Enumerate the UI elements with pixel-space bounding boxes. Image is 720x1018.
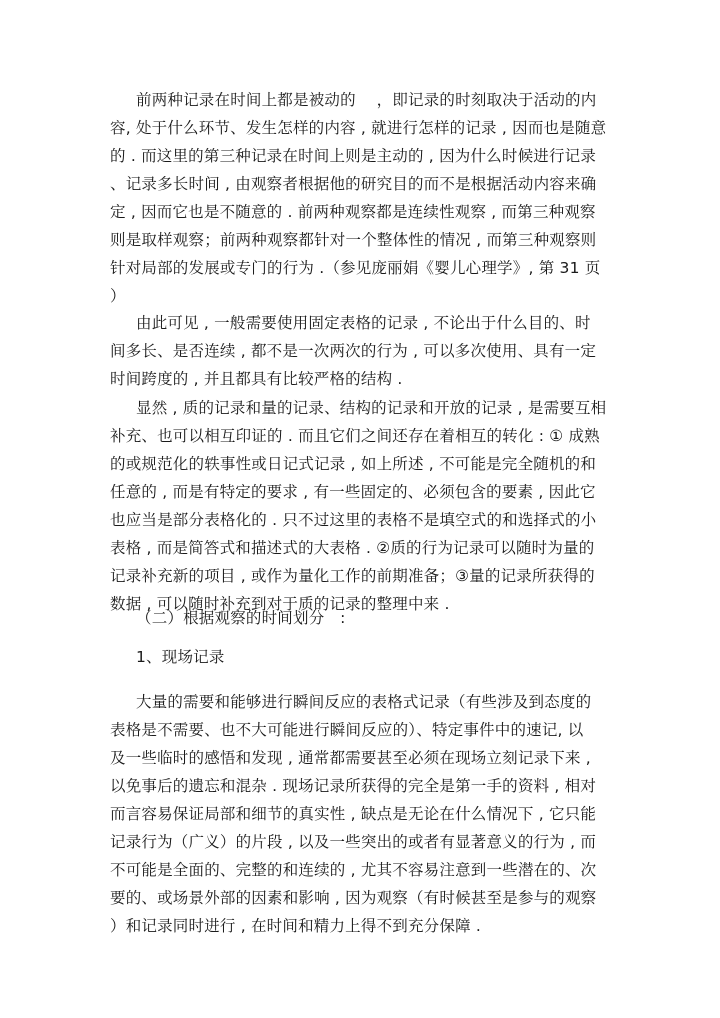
- paragraph-line: 也应当是部分表格化的 . 只不过这里的表格不是填空式的和选择式的小: [110, 511, 597, 529]
- paragraph-line: 要的、或场景外部的因素和影响 , 因为观察（有时候甚至是参与的观察: [110, 889, 597, 907]
- paragraph-line: 而言容易保证局部和细节的真实性 , 缺点是无论在什么情况下 , 它只能: [110, 805, 597, 823]
- paragraph-line: ）和记录同时进行 , 在时间和精力上得不到充分保障 .: [110, 917, 482, 935]
- paragraph-line: 记录补充新的项目 , 或作为量化工作的前期准备；③量的记录所获得的: [110, 567, 595, 585]
- paragraph-line: 不可能是全面的、完整的和连续的 , 尤其不容易注意到一些潜在的、次: [110, 861, 597, 879]
- paragraph-line: 、记录多长时间 , 由观察者根据他的研究目的而不是根据活动内容来确: [110, 175, 597, 193]
- paragraph-line: 补充、也可以相互印证的 . 而且它们之间还存在着相互的转化 : ① 成熟: [110, 427, 600, 445]
- paragraph-line: 数据 , 可以随时补充到对于质的记录的整理中来 .: [110, 595, 450, 613]
- subsection-heading: 1、现场记录: [136, 648, 225, 666]
- paragraph-line: ）: [110, 287, 126, 305]
- paragraph-line: 容, 处于什么环节、发生怎样的内容 , 就进行怎样的记录 , 因而也是随意: [110, 119, 607, 137]
- paragraph-line: 时间跨度的 , 并且都具有比较严格的结构 .: [110, 370, 403, 388]
- paragraph-line: 及一些临时的感悟和发现 , 通常都需要甚至必须在现场立刻记录下来 ,: [110, 749, 591, 767]
- paragraph-line: 任意的 , 而是有特定的要求 , 有一些固定的、必须包含的要素 , 因此它: [110, 483, 596, 501]
- paragraph-line: 表格 , 而是简答式和描述式的大表格 . ②质的行为记录可以随时为量的: [110, 539, 595, 557]
- paragraph-line: 大量的需要和能够进行瞬间反应的表格式记录（有些涉及到态度的: [136, 693, 592, 711]
- paragraph-line: 以免事后的遗忘和混杂 . 现场记录所获得的完全是第一手的资料 , 相对: [110, 777, 597, 795]
- paragraph-line: 定 , 因而它也是不随意的 . 前两种观察都是连续性观察 , 而第三种观察: [110, 203, 596, 221]
- paragraph-line: 记录行为（广义）的片段 , 以及一些突出的或者有显著意义的行为 , 而: [110, 833, 597, 851]
- paragraph-line: 则是取样观察；前两种观察都针对一个整体性的情况 , 而第三种观察则: [110, 231, 597, 249]
- paragraph-line: 的或规范化的轶事性或日记式记录 , 如上所述 , 不可能是完全随机的和: [110, 455, 597, 473]
- paragraph-line: 表格是不需要、也不大可能进行瞬间反应的）、特定事件中的速记, 以: [110, 721, 584, 739]
- paragraph-line: 间多长、是否连续 , 都不是一次两次的行为 , 可以多次使用、具有一定: [110, 342, 597, 360]
- paragraph-line: 显然 , 质的记录和量的记录、结构的记录和开放的记录 , 是需要互相: [136, 399, 607, 417]
- paragraph-line: 的 . 而这里的第三种记录在时间上则是主动的 , 因为什么时候进行记录: [110, 147, 597, 165]
- section-heading: （二）根据观察的时间划分 :: [136, 609, 346, 627]
- paragraph-line: 前两种记录在时间上都是被动的 ，即记录的时刻取决于活动的内: [136, 91, 597, 109]
- paragraph-line: 针对局部的发展或专门的行为 .（参见庞丽娟《婴儿心理学》, 第 31 页: [110, 259, 601, 277]
- paragraph-line: 由此可见 , 一般需要使用固定表格的记录 , 不论出于什么目的、时: [136, 314, 591, 332]
